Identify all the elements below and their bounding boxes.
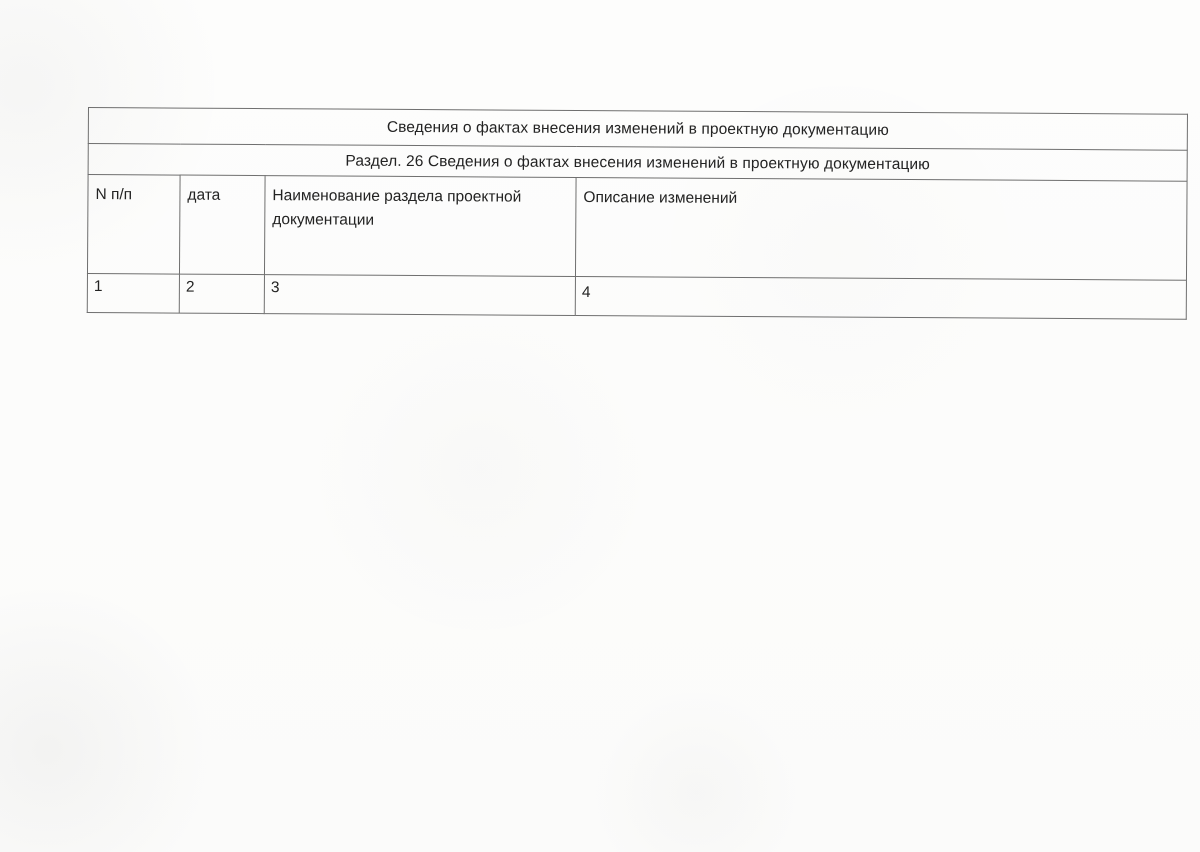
column-header-date: дата xyxy=(179,175,265,275)
table-title: Сведения о фактах внесения изменений в проектную документацию xyxy=(88,108,1187,151)
column-headers-row xyxy=(87,175,1187,281)
column-number-4: 4 xyxy=(575,276,1186,319)
section-title: Раздел. 26 Сведения о фактах внесения изменений в проектную документацию xyxy=(88,144,1187,182)
column-numbers-row xyxy=(87,273,1186,319)
column-number-1: 1 xyxy=(87,273,179,313)
column-number-2: 2 xyxy=(179,274,264,314)
column-number-3: 3 xyxy=(264,275,575,316)
changes-table-grid xyxy=(87,107,1188,320)
changes-table xyxy=(87,107,1188,320)
column-header-change-description: Описание изменений xyxy=(575,177,1187,280)
column-header-section-name: Наименование раздела проектной документации xyxy=(264,176,576,277)
column-header-npp: N п/п xyxy=(87,175,180,275)
